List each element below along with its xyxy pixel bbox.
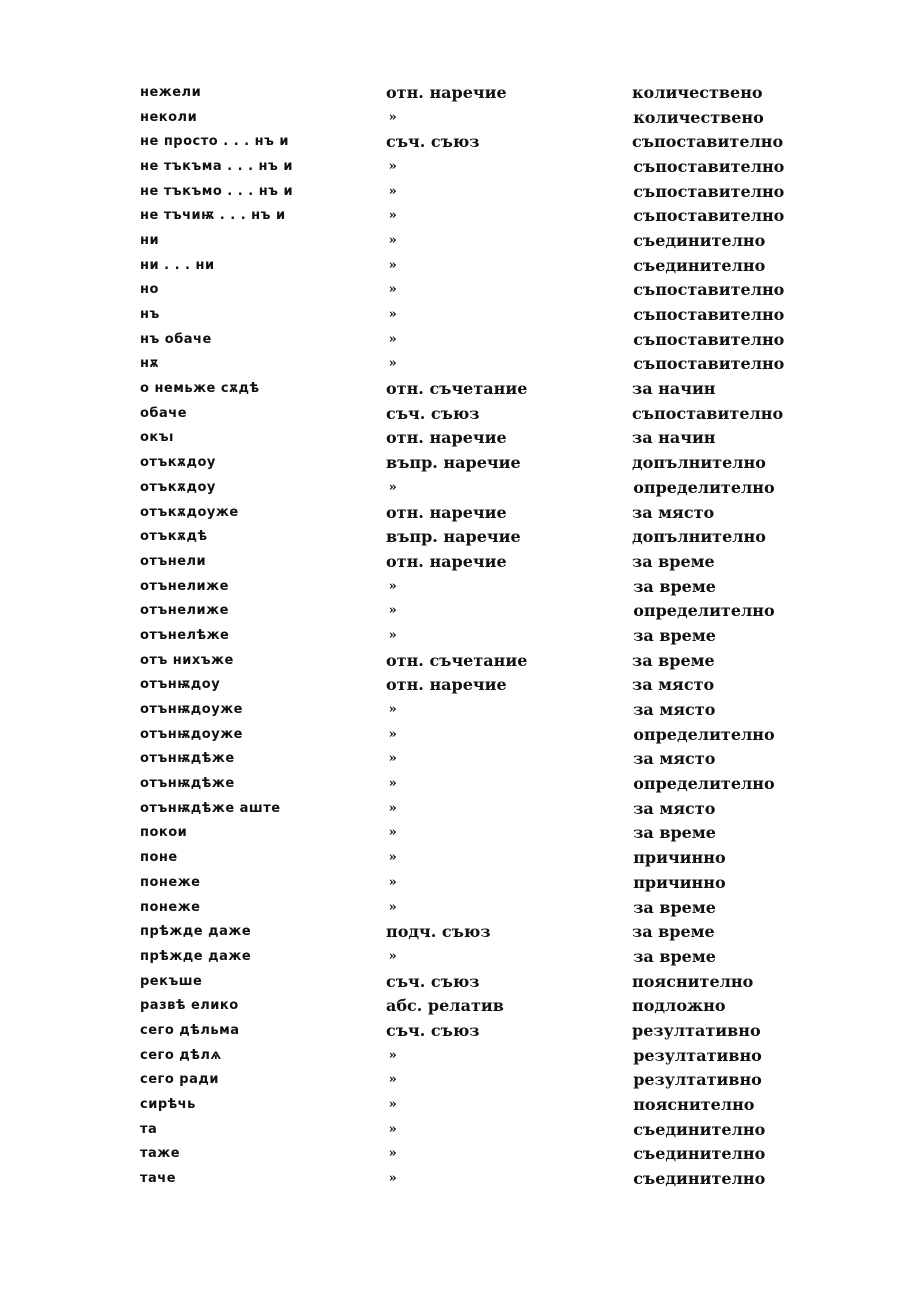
old-bulgarian-word: отъкѫдѣ	[140, 529, 208, 545]
word-type: »	[388, 627, 397, 643]
old-bulgarian-word: не просто . . . нъ и	[140, 134, 290, 150]
word-type: »	[388, 208, 397, 224]
old-bulgarian-word: сего ради	[140, 1072, 219, 1088]
word-meaning: количествено	[633, 107, 764, 127]
word-meaning: съпоставително	[633, 329, 785, 349]
table-row	[140, 426, 840, 451]
table-row	[140, 895, 840, 920]
table-row	[140, 253, 840, 278]
word-meaning: за време	[633, 625, 716, 645]
word-type: абс. релатив	[386, 996, 504, 1016]
table-row	[140, 154, 840, 179]
table-row	[140, 648, 840, 673]
word-type: »	[388, 702, 397, 718]
table-row	[140, 450, 840, 475]
old-bulgarian-word: о немьже сѫдѣ	[140, 381, 260, 397]
word-meaning: съпоставително	[633, 354, 785, 374]
old-bulgarian-word: поне	[140, 850, 178, 866]
old-bulgarian-word: отъкѫдоуже	[140, 504, 239, 520]
word-type: »	[388, 307, 397, 323]
table-row	[140, 179, 840, 204]
table-row	[140, 821, 840, 846]
word-meaning: за време	[632, 922, 715, 942]
word-type: »	[388, 899, 397, 915]
table-row	[140, 747, 840, 772]
word-meaning: за време	[633, 946, 716, 966]
word-type: съч. съюз	[386, 403, 480, 423]
table-row	[140, 302, 840, 327]
word-meaning: съпоставително	[632, 132, 784, 152]
word-type: подч. съюз	[386, 922, 491, 942]
table-row	[140, 623, 840, 648]
table-row	[140, 919, 840, 944]
word-meaning: съпоставително	[633, 156, 785, 176]
old-bulgarian-word: та	[140, 1121, 158, 1137]
word-type: »	[388, 257, 397, 273]
word-type: »	[388, 282, 397, 298]
old-bulgarian-word: отънѭдѣже	[140, 776, 235, 792]
table-row	[140, 1117, 840, 1142]
old-bulgarian-word: сего дѣлѧ	[140, 1047, 222, 1063]
word-type: »	[388, 874, 397, 890]
word-type: отн. наречие	[386, 82, 507, 102]
word-type: »	[388, 948, 397, 964]
table-row	[140, 1092, 840, 1117]
old-bulgarian-word: отънѭдоуже	[140, 726, 243, 742]
table-row	[140, 80, 840, 105]
word-type: »	[388, 1072, 397, 1088]
table-row	[140, 524, 840, 549]
word-meaning: причинно	[633, 848, 726, 868]
table-row	[140, 203, 840, 228]
word-meaning: съпоставително	[633, 305, 785, 325]
old-bulgarian-word: отънѭдѣже аште	[140, 800, 281, 816]
word-meaning: определително	[633, 774, 775, 794]
old-bulgarian-word: нежели	[140, 84, 202, 100]
word-type: отн. наречие	[386, 502, 507, 522]
table-row	[140, 969, 840, 994]
word-meaning: количествено	[632, 82, 763, 102]
word-meaning: резултативно	[633, 1045, 762, 1065]
old-bulgarian-word: таже	[140, 1146, 181, 1162]
table-row	[140, 870, 840, 895]
table-row	[140, 796, 840, 821]
old-bulgarian-word: развѣ елико	[140, 998, 239, 1014]
old-bulgarian-word: отънѭдоу	[140, 677, 221, 693]
old-bulgarian-word: сирѣчь	[140, 1097, 196, 1113]
old-bulgarian-word: но	[140, 282, 159, 298]
old-bulgarian-word: нъ	[140, 307, 160, 323]
word-type: »	[388, 800, 397, 816]
old-bulgarian-word: ни	[140, 232, 160, 248]
word-type: »	[388, 751, 397, 767]
word-meaning: за време	[632, 551, 715, 571]
old-bulgarian-word: отъкѫдоу	[140, 455, 216, 471]
old-bulgarian-word: покои	[140, 825, 188, 841]
word-meaning: за време	[633, 897, 716, 917]
word-meaning: съпоставително	[633, 181, 785, 201]
old-bulgarian-word: прѣжде даже	[140, 948, 252, 964]
word-type: »	[388, 726, 397, 742]
word-meaning: допълнително	[632, 527, 766, 547]
word-meaning: за време	[632, 650, 715, 670]
word-meaning: определително	[633, 601, 775, 621]
word-type: »	[388, 183, 397, 199]
table-row	[140, 845, 840, 870]
old-bulgarian-word: отъкѫдоу	[140, 479, 216, 495]
word-type: »	[388, 1121, 397, 1137]
old-bulgarian-word: отънѭдѣже	[140, 751, 235, 767]
old-bulgarian-word: обаче	[140, 405, 188, 421]
word-meaning: съединително	[633, 1144, 766, 1164]
word-type: отн. наречие	[386, 428, 507, 448]
table-row	[140, 1142, 840, 1167]
word-meaning: за време	[633, 576, 716, 596]
old-bulgarian-word: нѫ	[140, 356, 159, 372]
word-meaning: съпоставително	[633, 206, 785, 226]
old-bulgarian-word: отънели	[140, 553, 207, 569]
word-type: »	[388, 603, 397, 619]
word-type: въпр. наречие	[386, 527, 521, 547]
conjunction-table	[140, 80, 840, 1191]
table-row	[140, 105, 840, 130]
word-meaning: за начин	[632, 428, 716, 448]
old-bulgarian-word: понеже	[140, 899, 201, 915]
word-type: отн. съчетание	[386, 379, 528, 399]
word-type: съч. съюз	[386, 971, 480, 991]
table-row	[140, 376, 840, 401]
word-meaning: за начин	[632, 379, 716, 399]
word-type: »	[388, 578, 397, 594]
word-type: отн. наречие	[386, 675, 507, 695]
table-row	[140, 722, 840, 747]
word-meaning: съединително	[633, 230, 766, 250]
old-bulgarian-word: нъ обаче	[140, 331, 212, 347]
word-type: »	[388, 825, 397, 841]
table-row	[140, 228, 840, 253]
word-type: съч. съюз	[386, 132, 480, 152]
word-type: »	[388, 850, 397, 866]
word-type: отн. съчетание	[386, 650, 528, 670]
table-row	[140, 697, 840, 722]
word-type: »	[388, 232, 397, 248]
word-meaning: пояснително	[633, 1095, 755, 1115]
word-type: »	[388, 331, 397, 347]
word-type: »	[388, 356, 397, 372]
old-bulgarian-word: понеже	[140, 874, 201, 890]
word-meaning: определително	[633, 477, 775, 497]
table-row	[140, 574, 840, 599]
old-bulgarian-word: не тъкъма . . . нъ и	[140, 158, 293, 174]
old-bulgarian-word: не тъкъмо . . . нъ и	[140, 183, 294, 199]
word-meaning: за време	[633, 823, 716, 843]
old-bulgarian-word: таче	[140, 1171, 177, 1187]
word-type: »	[388, 1047, 397, 1063]
table-row	[140, 278, 840, 303]
old-bulgarian-word: не тъчиѭ . . . нъ и	[140, 208, 286, 224]
word-meaning: съединително	[633, 1169, 766, 1189]
old-bulgarian-word: рекъше	[140, 973, 203, 989]
table-row	[140, 673, 840, 698]
old-bulgarian-word: отънелѣже	[140, 627, 230, 643]
word-type: »	[388, 1171, 397, 1187]
word-type: »	[388, 1146, 397, 1162]
table-row	[140, 475, 840, 500]
old-bulgarian-word: отъ нихъже	[140, 652, 234, 668]
word-meaning: резултативно	[633, 1070, 762, 1090]
old-bulgarian-word: ни . . . ни	[140, 257, 215, 273]
word-type: »	[388, 1097, 397, 1113]
word-type: »	[388, 109, 397, 125]
old-bulgarian-word: отънелиже	[140, 603, 229, 619]
table-row	[140, 500, 840, 525]
table-row	[140, 1166, 840, 1191]
table-row	[140, 771, 840, 796]
old-bulgarian-word: отънѭдоуже	[140, 702, 243, 718]
word-meaning: пояснително	[632, 971, 754, 991]
word-meaning: определително	[633, 724, 775, 744]
table-row	[140, 129, 840, 154]
word-meaning: за място	[633, 798, 716, 818]
old-bulgarian-word: прѣжде даже	[140, 924, 252, 940]
word-type: »	[388, 776, 397, 792]
table-row	[140, 598, 840, 623]
table-row	[140, 327, 840, 352]
table-row	[140, 401, 840, 426]
word-meaning: за място	[633, 700, 716, 720]
old-bulgarian-word: сего дѣльма	[140, 1022, 240, 1038]
word-meaning: подложно	[632, 996, 726, 1016]
word-meaning: за място	[633, 749, 716, 769]
word-type: »	[388, 479, 397, 495]
word-meaning: причинно	[633, 872, 726, 892]
table-row	[140, 1043, 840, 1068]
old-bulgarian-word: неколи	[140, 109, 198, 125]
word-meaning: съпоставително	[632, 403, 784, 423]
table-row	[140, 1018, 840, 1043]
word-meaning: за място	[632, 502, 715, 522]
word-meaning: съединително	[633, 1119, 766, 1139]
word-type: отн. наречие	[386, 551, 507, 571]
old-bulgarian-word: отънелиже	[140, 578, 229, 594]
table-row	[140, 944, 840, 969]
table-row	[140, 1068, 840, 1093]
word-type: »	[388, 158, 397, 174]
word-meaning: за място	[632, 675, 715, 695]
word-meaning: допълнително	[632, 453, 766, 473]
word-type: въпр. наречие	[386, 453, 521, 473]
table-row	[140, 993, 840, 1018]
table-row	[140, 549, 840, 574]
word-meaning: резултативно	[632, 1020, 761, 1040]
table-row	[140, 352, 840, 377]
old-bulgarian-word: окъı	[140, 430, 174, 446]
word-meaning: съпоставително	[633, 280, 785, 300]
word-type: съч. съюз	[386, 1020, 480, 1040]
word-meaning: съединително	[633, 255, 766, 275]
